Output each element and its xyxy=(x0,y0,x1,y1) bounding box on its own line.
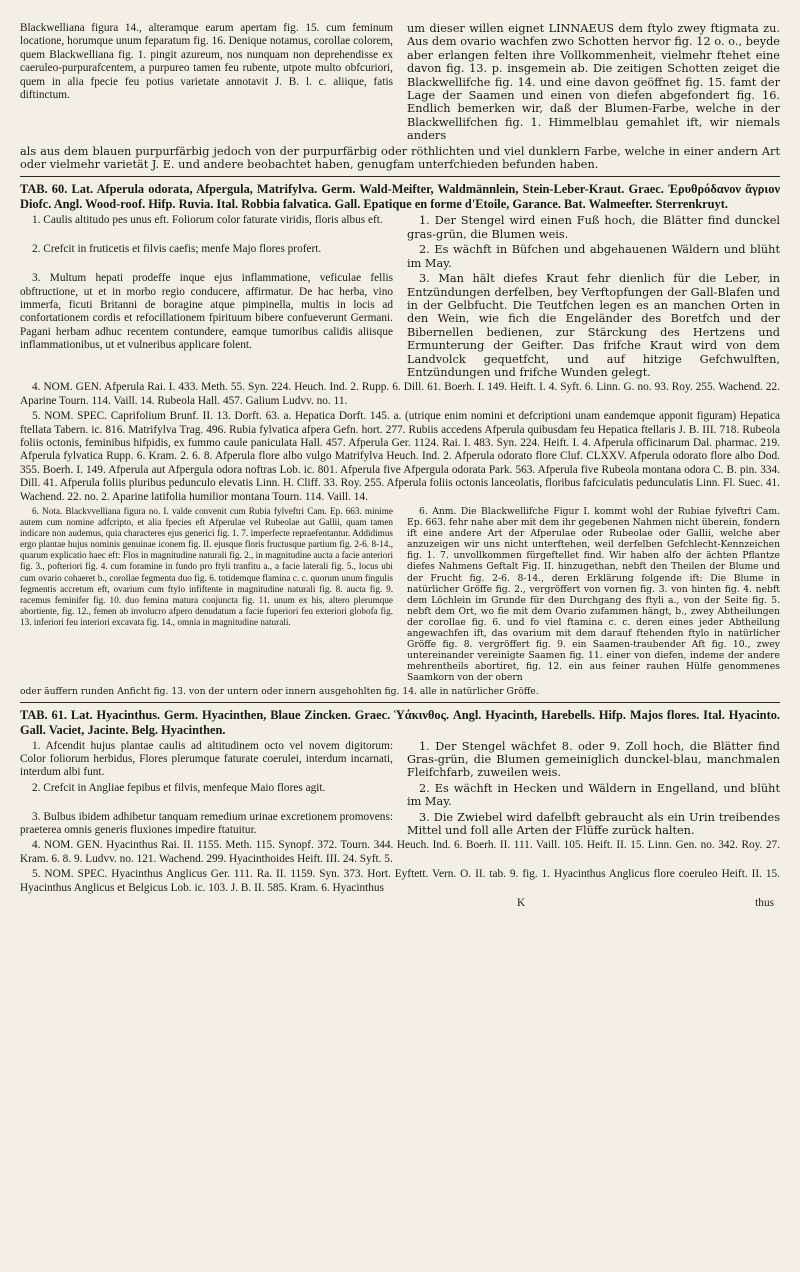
tab-60-item-1-latin: 1. Caulis altitudo pes unus eft. Foliorum color faturate viridis, floris albus eft. xyxy=(32,214,383,227)
top-continuation xyxy=(20,22,780,145)
tab-61-item-2 xyxy=(20,782,780,811)
top-german-runover: als aus dem blauen purpurfärbig jedoch von der purpurfärbig oder röthlichten und viel dunklern Farbe, welche in einer andern Art oder vielmehr varietät J. E. und andere beobachtet haben, genugfam unterfchieden befunden haben. xyxy=(20,144,780,172)
top-german-column xyxy=(407,22,780,145)
section-divider xyxy=(20,176,780,177)
tab-60-nom-spec: 5. NOM. SPEC. Caprifolium Brunf. II. 13. Dorft. 63. a. Hepatica Dorft. 145. a. (utrique enim nomini et defcriptioni unam eandemque apponit figuram) Hepatica ftellata Tabern. ic. 816. Matrifylva Trag. 496. Rubia fylvatica afpera Gefn. hort. 277. Rubiis accedens Afperula quibusdam feu Hepatica ftellaris J. B. III. 718. Rubeola foliis octonis, feminibus hifpidis, ex fummo caule paniculata Hall. 457. Afperula Ger. 1124. Rai. I. 483. Syn. 224. Heift. I. 4. Afperula officinarum Dal. pharmac. 219. Afperula fylvatica Rupp. 6. Kram. 2. 6. 8. Afperula flore albo vulgo Matrifylva Heuch. Ind. 2. Afperula odorato flore Cluf. CLXXV. Afperula odorato flore albo Dod. 355. Boerh. I. 149. Afperula aut Afpergula odora noftras Lob. ic. 801. Afperula five Afpergula odorata Park. 563. Afperula five Rubeola montana odora C. B. pin. 334. Dill. 41. Afperula foliis pluribus pedunculo elevatis Linn. H. Cliff. 33. Roy. 255. Afperula foliis octonis lanceolatis, floribus fafciculatis pedunculatis Linn. Fl. Suec. 41. Wachend. 22. no. 2. Aparine latifolia humilior montana Tourn. 114. Vaill. 14. xyxy=(20,410,780,503)
tab-61-nom-gen: 4. NOM. GEN. Hyacinthus Rai. II. 1155. Meth. 115. Synopf. 372. Tourn. 344. Heuch. Ind. 6. Boerh. II. 111. Vaill. 105. Heift. II. 15. Linn. Gen. no. 342. Roy. 27. Kram. 6. 8. 9. Ludvv. no. 121. Wachend. 299. Hyacinthoides Heift. III. 24. Syft. 5. xyxy=(20,839,780,865)
tab-61-item-2-latin: 2. Crefcit in Angliae fepibus et filvis, menfeque Maio flores agit. xyxy=(32,781,326,794)
tab-61-item-1-latin: 1. Afcendit hujus plantae caulis ad altitudinem octo vel novem digitorum: Color foliorum herbidus, Flores plerumque faturate coerulei, interdum incarnati, interdum albi funt. xyxy=(20,739,393,779)
tab-60-heading: TAB. 60. Lat. Afperula odorata, Afpergula, Matrifylva. Germ. Wald-Meifter, Waldmännlein, Stein-Leber-Kraut. Graec. Ἐρυθρόδανον ἄγριον Diofc. Angl. Wood-roof. Hifp. Ruvia. Ital. Robbia falvatica. Gall. Epatique en forme d'Etoile, Garance. Bat. Walmeefter. Sterrenkruyt. xyxy=(20,182,780,212)
tab-60-item-1-german: 1. Der Stengel wird einen Fuß hoch, die Blätter find dunckel gras-grün, die Blumen weis. xyxy=(407,214,780,241)
tab-61-item-3 xyxy=(20,811,780,840)
tab-61-item-3-german: 3. Die Zwiebel wird dafelbft gebraucht als ein Urin treibendes Mittel und foll alle Arten der Flüffe zurück halten. xyxy=(407,810,780,838)
signature-mark: K xyxy=(516,897,526,910)
tab-60-nota-german: 6. Anm. Die Blackwellifche Figur I. kommt wohl der Rubiae fylveftri Cam. Ep. 663. fehr nahe aber mit dem ihr gegebenen Nahmen nicht überein, fondern ift eine andere Art der Afperulae oder Rubeolae oder Gallii, welche aber anzuzeigen wir uns nicht unterftehen, weil derfelben Gefchlecht-Kennzeichen fig. 1. 7. unvollkommen fürgeftellet find. Wir haben alfo der ächten Pflantze diefes Nahmens Geftalt Fig. II. hinzugethan, nebft den Theilen der Blume und der Frucht fig. 2-6. 8-14., deren Erklärung folgende ift: Die Blume in natürlicher Gröffe fig. 2., vergröffert von vornen fig. 3. von hinten fig. 4. nebft dem Löchlein im Grunde für den Durchgang des ftyli a., von der Seite fig. 5. nebft dem Ort, wo fie mit dem Ovario zufammen hängt, b., zwey Abtheilungen der corollae fig. 6. und fo viel ftamina c. c. deren eines jeder Abtheilung angewachfen ift, das ovarium mit dem darauf ftehenden ftylo in natürlicher Gröffe fig. 8. vergröffert fig. 9. ein Saamen-traubender Aft fig. 10., zwey untereinander vereinigte Saamen fig. 11. einer von diefen, indeme der andere mehrentheils abortiret, fig. 12. ein aus feiner rauhen Hülfe genommenes Saamkorn von der obern xyxy=(407,506,780,684)
catchword: thus xyxy=(755,897,774,910)
tab-60-nota xyxy=(20,506,780,686)
tab-61-item-2-german: 2. Es wächft in Hecken und Wäldern in Engelland, und blüht im May. xyxy=(407,781,780,809)
book-page xyxy=(20,0,780,1250)
top-latin-text: Blackwelliana figura 14., alteramque earum apertam fig. 15. cum feminum locatione, horumque unum feparatum fig. 16. Denique notamus, corollae colorem, quem Blackwelliana fig. 1. pingit azureum, nos nunquam non deprehendisse ex caeruleo-purpurafcentem, a purpureo tamen feu rubente, utpote multo obfcuriori, quem in alia fpecie feu potius varietate annotavit J. B. l. c. aliique, fatis diftinctum. xyxy=(20,22,393,102)
tab-60-item-2 xyxy=(20,243,780,272)
tab-60-item-3-german: 3. Man hält diefes Kraut fehr dienlich für die Leber, in Entzündungen derfelben, bey Verftopfungen der Gall-Blafen und in der Gelbfucht. Die Teutfchen legen es an manchen Orten in den Wein, wie fich die Engeländer des Boretfch und der Bibernellen bedienen, zur Stärckung des Hertzens und Ermunterung der Geifter. Das frifche Kraut wird von dem Landvolck gequetfcht, und auf hitzige Gefchwulften, Entzündungen und frifche Wunden gelegt. xyxy=(407,272,780,379)
tab-60-nom-gen: 4. NOM. GEN. Afperula Rai. I. 433. Meth. 55. Syn. 224. Heuch. Ind. 2. Rupp. 6. Dill. 61. Boerh. I. 149. Heift. I. 4. Syft. 6. Linn. G. no. 93. Roy. 255. Wachend. 22. Aparine Tourn. 114. Vaill. 14. Rubeola Hall. 457. Galium Ludvv. no. 11. xyxy=(20,381,780,407)
tab-61-section xyxy=(20,708,780,895)
page-footer xyxy=(20,897,780,909)
tab-60-item-2-latin: 2. Crefcit in fruticetis et filvis caefis; menfe Majo flores profert. xyxy=(32,243,322,256)
tab-60-nota-latin: 6. Nota. Blackvvelliana figura no. I. valde convenit cum Rubia fylveftri Cam. Ep. 663. minime autem cum nomine adfcripto, et alia fpecies eft Afperulae vel Rubeolae aut Gallii, quam tamen indicare non audemus, quia characteres ejus generici fig. 1. 7. imperfecte repraefentantur. Addidimus ergo plantae hujus nominis genuinae iconem fig. II. ejusque floris fructusque partium fig. 2-6. 8-14., quarum explicatio haec eft: Flos in magnitudine naturali fig. 2., in magnitudine aucta a facie anteriori fig. 3., pofteriori fig. 4. cum foramine in fundo pro ftyli tranfitu a., a facie laterali fig. 5., locus ubi cum ovario cohaeret b., corollae fegmenta duo fig. 6. totidemque flamina c. c. quorum unum fingulis fegmentis accretum eft, ovarium cum ftylo infiftente in magnitudine naturali fig. 8. aucta fig. 9. racemus feminifer fig. 10. duo femina matura conjuncta fig. 11. unum ex his, altero plerumque abortiente, fig. 12., femen ab involucro afpero denudatum a facie fuperiori feu exteriori globofa fig. 13. inferiori feu interiori excavata fig. 14., omnia in magnitudine naturali. xyxy=(20,506,393,627)
tab-61-item-3-latin: 3. Bulbus ibidem adhibetur tanquam remedium urinae excretionem promovens: praeterea omnis generis fluxiones impedire ftatuitur. xyxy=(20,810,393,837)
tab-61-item-1-german: 1. Der Stengel wächfet 8. oder 9. Zoll hoch, die Blätter find Gras-grün, die Blumen gemeiniglich dunckel-blau, manchmalen Fleifchfarb, zuweilen weis. xyxy=(407,739,780,780)
top-latin-column xyxy=(20,22,393,145)
tab-60-item-1 xyxy=(20,214,780,243)
section-divider xyxy=(20,702,780,703)
tab-60-nota-german-runover: oder äuffern runden Anficht fig. 13. von der untern oder innern ausgehohlten fig. 14. alle in natürlicher Gröffe. xyxy=(20,685,539,697)
top-german-text: um dieser willen eignet LINNAEUS dem ftylo zwey ftigmata zu. Aus dem ovario wachfen zwo Schotten hervor fig. 12 o. o., beyde aber erlangen felten ihre Vollkommenheit, vielmehr ftehet eine davon fig. 13. p. insgemein ab. Die zeitigen Schotten zeiget die Blackwellifche fig. 14. und eine davon geöffnet fig. 15. famt der Lage der Saamen und einen von diefen abgefondert fig. 16. Endlich bemerken wir, daß der Blumen-Farbe, welche in der Blackwellifchen fig. 1. Himmelblau gemahlet ift, wir niemals anders xyxy=(407,22,780,143)
tab-61-nom-spec: 5. NOM. SPEC. Hyacinthus Anglicus Ger. 111. Ra. II. 1159. Syn. 373. Hort. Eyftett. Vern. O. II. tab. 9. fig. 1. Hyacinthus Anglicus flore coeruleo Heift. II. 15. Hyacinthus Anglicus et Belgicus Lob. ic. 103. J. B. II. 585. Kram. 6. Hyacinthus xyxy=(20,868,780,894)
tab-60-item-2-german: 2. Es wächft in Büfchen und abgehauenen Wäldern und blüht im May. xyxy=(407,243,780,270)
tab-61-item-1 xyxy=(20,740,780,782)
tab-60-section xyxy=(20,182,780,696)
tab-60-item-3 xyxy=(20,272,780,381)
tab-60-item-3-latin: 3. Multum hepati prodeffe inque ejus inflammatione, veficulae fellis obftructione, ut et in morbo regio conducere, affirmatur. De hac herba, vino immerfa, ficuti Britanni de boragine atque pimpinella, multis in locis ad confortationem cordis et refocillationem fpirituum bibere confueverunt Germani. Pagani herbam adhuc recentem contundere, eamque tumoribus calidis aliisque inflammationibus, ut et vulneribus applicare folent. xyxy=(20,272,393,352)
tab-61-heading: TAB. 61. Lat. Hyacinthus. Germ. Hyacinthen, Blaue Zincken. Graec. Ὑάκινθος. Angl. Hyacinth, Harebells. Hifp. Majos flores. Ital. Hyacinto. Gall. Vaciet, Jacinte. Belg. Hyacinthen. xyxy=(20,707,780,737)
